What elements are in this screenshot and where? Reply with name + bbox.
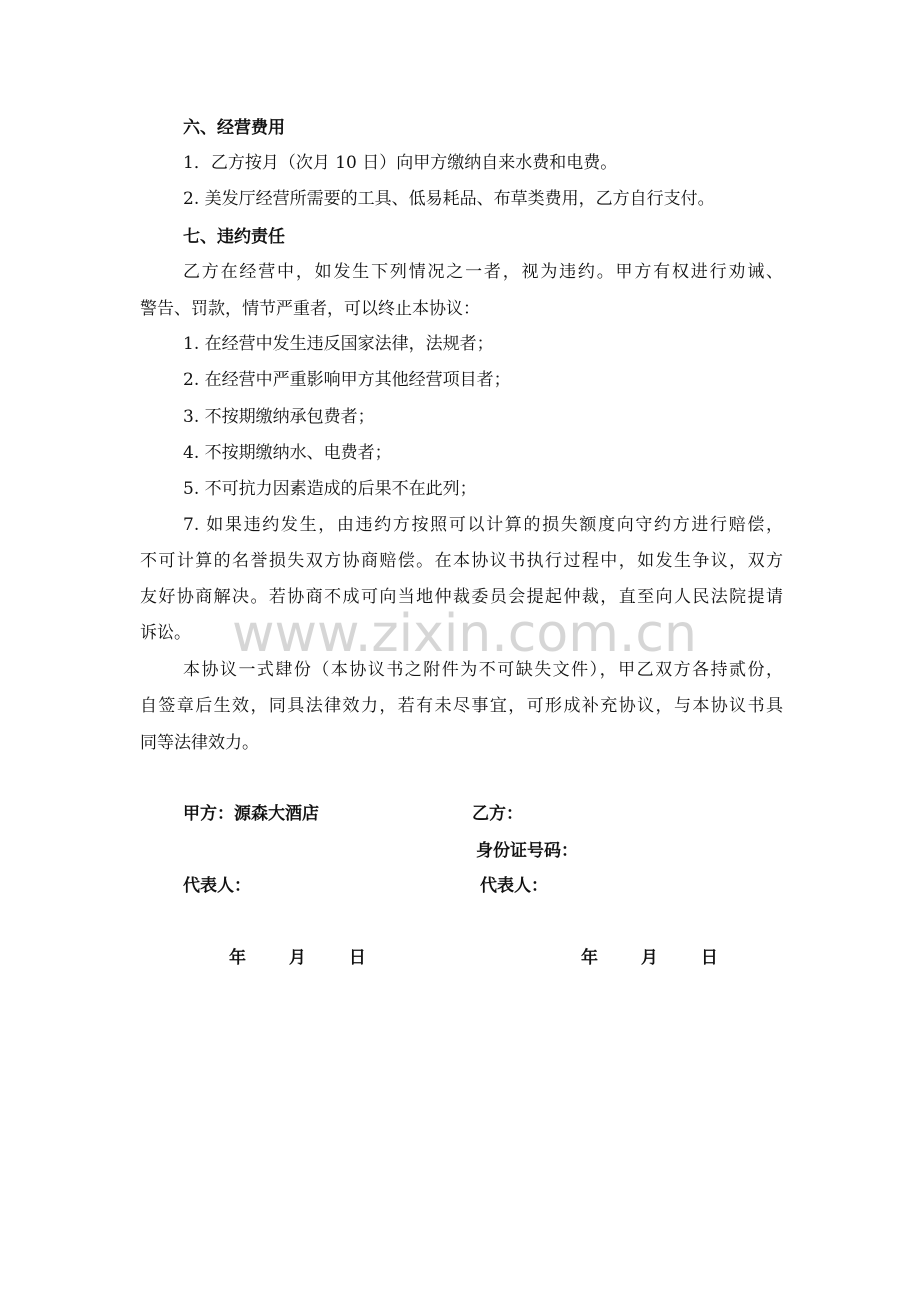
representative-a-label: 代表人： [183,876,251,896]
date-left-day: 日 [348,948,366,968]
closing-line-2: 自签章后生效，同具法律效力，若有未尽事宜，可形成补充协议，与本协议书具 [140,696,783,716]
watermark-text: www.zixin.com.cn [232,604,697,664]
party-b-label: 乙方： [472,804,523,824]
closing-line-3: 同等法律效力。 [140,733,259,753]
date-right-day: 日 [700,948,718,968]
date-right [581,946,718,970]
breach-item-3: 3. 不按期缴纳承包费者； [183,407,375,427]
breach-intro-line-2: 警告、罚款，情节严重者，可以终止本协议： [140,299,480,319]
section-heading-breach: 七、违约责任 [183,227,285,247]
breach-item-5: 5. 不可抗力因素造成的后果不在此列； [183,479,477,499]
breach-item-1: 1. 在经营中发生违反国家法律，法规者； [183,334,494,354]
breach-item-7-line-3: 友好协商解决。若协商不成可向当地仲裁委员会提起仲裁，直至向人民法院提请 [140,587,783,607]
breach-item-7-line-4: 诉讼。 [140,623,191,643]
breach-item-2: 2. 在经营中严重影响甲方其他经营项目者； [183,370,511,390]
breach-item-7-line-2: 不可计算的名誉损失双方协商赔偿。在本协议书执行过程中，如发生争议，双方 [140,551,783,571]
fees-item-1: 1．乙方按月（次月 10 日）向甲方缴纳自来水费和电费。 [183,153,618,173]
breach-item-7-line-1: 7. 如果违约发生，由违约方按照可以计算的损失额度向守约方进行赔偿， [183,515,783,535]
date-right-month: 月 [640,948,658,968]
fees-item-2: 2. 美发厅经营所需要的工具、低易耗品、布草类费用，乙方自行支付。 [183,189,715,209]
date-right-year: 年 [581,948,598,968]
representative-b-label: 代表人： [480,876,548,896]
party-a-label: 甲方：源森大酒店 [183,804,319,824]
date-left [229,946,366,970]
date-left-year: 年 [229,948,246,968]
breach-item-4: 4. 不按期缴纳水、电费者； [183,443,392,463]
section-heading-fees: 六、经营费用 [183,118,285,138]
date-left-month: 月 [288,948,306,968]
breach-intro-line-1: 乙方在经营中，如发生下列情况之一者，视为违约。甲方有权进行劝诫、 [183,262,783,282]
closing-line-1: 本协议一式肆份（本协议书之附件为不可缺失文件），甲乙双方各持贰份， [183,660,783,680]
id-number-label: 身份证号码： [476,841,578,861]
